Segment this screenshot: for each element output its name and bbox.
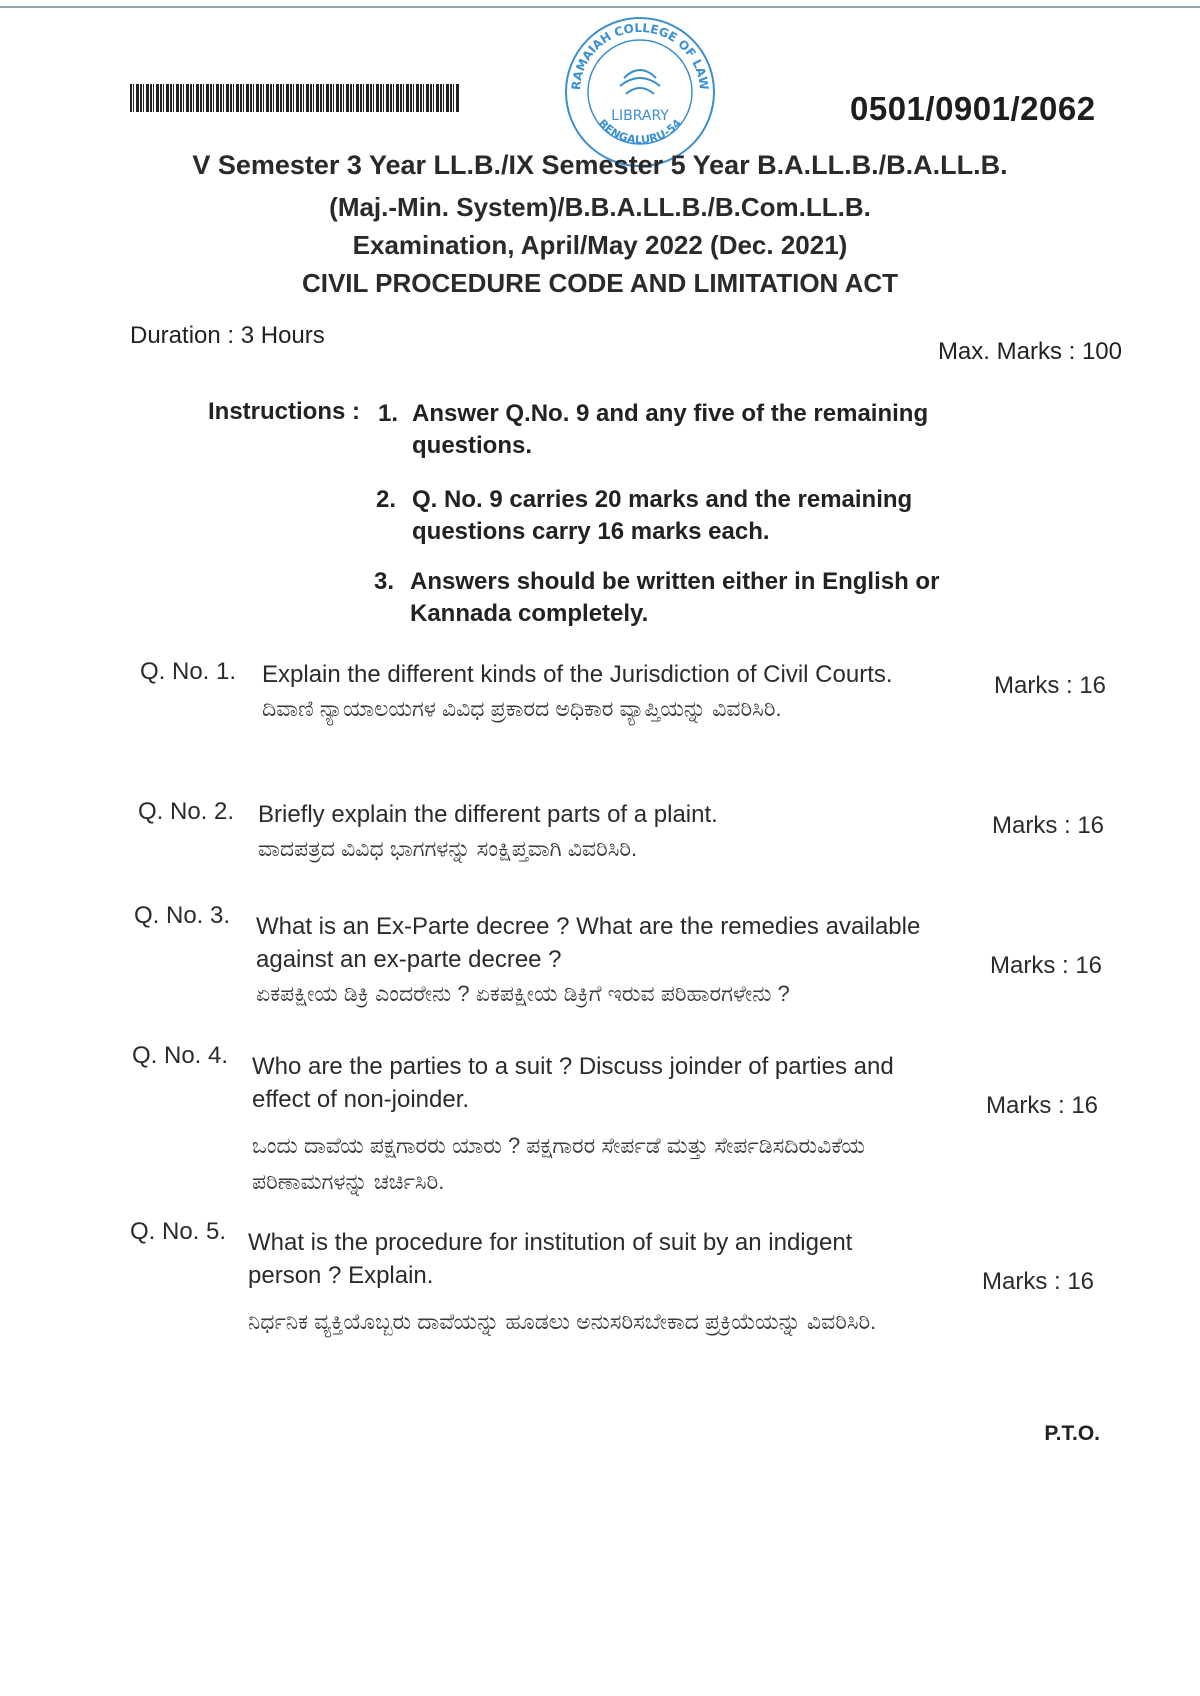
- question-number: Q. No. 5.: [130, 1218, 227, 1245]
- duration: Duration : 3 Hours: [130, 322, 325, 349]
- question-kannada: ದಿವಾಣಿ ನ್ಯಾಯಾಲಯಗಳ ವಿವಿಧ ಪ್ರಕಾರದ ಅಧಿಕಾರ ವ್ಯಾಪ್ತಿಯನ್ನು ವಿವರಿಸಿರಿ.: [262, 696, 782, 721]
- instruction-text: Q. No. 9 carries 20 marks and the remaining questions carry 16 marks each.: [412, 486, 913, 545]
- question-text: [262, 658, 962, 727]
- question-text: [248, 1226, 928, 1340]
- svg-text:LIBRARY: LIBRARY: [611, 108, 669, 124]
- question-english: Who are the parties to a suit ? Discuss joinder of parties and effect of non-joinder.: [252, 1053, 894, 1113]
- question-marks: Marks : 16: [982, 1268, 1095, 1295]
- question-kannada: ಏಕಪಕ್ಷೀಯ ಡಿಕ್ರಿ ಎಂದರೇನು ? ಏಕಪಕ್ಷೀಯ ಡಿಕ್ರಿಗೆ ಇರುವ ಪರಿಹಾರಗಳೇನು ?: [256, 981, 790, 1006]
- instruction-number: 3.: [374, 568, 395, 595]
- question-number: Q. No. 4.: [132, 1042, 229, 1069]
- question-text: [258, 798, 958, 867]
- instruction-item: [374, 566, 990, 630]
- svg-text:BENGALURU-54: BENGALURU-54: [595, 116, 685, 147]
- svg-text:RAMAIAH COLLEGE OF LAW: RAMAIAH COLLEGE OF LAW: [568, 20, 712, 91]
- question-number: Q. No. 3.: [134, 902, 231, 929]
- exam-header-line-2: (Maj.-Min. System)/B.B.A.LL.B./B.Com.LL.B.: [329, 192, 871, 222]
- question-english: Briefly explain the different parts of a plaint.: [258, 801, 718, 828]
- subject-title: CIVIL PROCEDURE CODE AND LIMITATION ACT: [301, 268, 899, 298]
- question-text: [256, 910, 976, 1012]
- instruction-item: [376, 484, 992, 548]
- question-english: What is the procedure for institution of suit by an indigent person ? Explain.: [248, 1229, 853, 1289]
- question-english: Explain the different kinds of the Jurisdiction of Civil Courts.: [262, 661, 893, 688]
- instruction-number: 2.: [376, 486, 397, 513]
- max-marks: Max. Marks : 100: [937, 338, 1122, 365]
- question-kannada: ನಿರ್ಧನಿಕ ವ್ಯಕ್ತಿಯೊಬ್ಬರು ದಾವೆಯನ್ನು ಹೂಡಲು ಅನುಸರಿಸಬೇಕಾದ ಪ್ರಕ್ರಿಯೆಯನ್ನು ವಿವರಿಸಿರಿ.: [248, 1309, 877, 1334]
- question-kannada: ಒಂದು ದಾವೆಯ ಪಕ್ಷಗಾರರು ಯಾರು ? ಪಕ್ಷಗಾರರ ಸೇರ್ಪಡೆ ಮತ್ತು ಸೇರ್ಪಡಿಸದಿರುವಿಕೆಯ ಪರಿಣಾಮಗಳನ್ನು ಚರ್ಚಿಸಿರಿ.: [252, 1133, 865, 1194]
- exam-header-line-3: Examination, April/May 2022 (Dec. 2021): [352, 230, 848, 260]
- instructions-label: Instructions :: [208, 398, 361, 425]
- question-kannada: ವಾದಪತ್ರದ ವಿವಿಧ ಭಾಗಗಳನ್ನು ಸಂಕ್ಷಿಪ್ತವಾಗಿ ವಿವರಿಸಿರಿ.: [258, 836, 638, 861]
- instruction-item: [378, 398, 992, 462]
- question-number: Q. No. 1.: [140, 658, 237, 685]
- please-turn-over: P.T.O.: [1044, 1422, 1100, 1445]
- question-number: Q. No. 2.: [138, 798, 235, 825]
- instruction-text: Answer Q.No. 9 and any five of the remaining questions.: [412, 400, 929, 459]
- question-text: [252, 1050, 952, 1200]
- paper-code: 0501/0901/2062: [850, 90, 1096, 127]
- instruction-number: 1.: [378, 400, 399, 427]
- top-rule: [0, 6, 1200, 8]
- question-marks: Marks : 16: [992, 812, 1105, 839]
- question-marks: Marks : 16: [994, 672, 1107, 699]
- question-english: What is an Ex-Parte decree ? What are the remedies available against an ex-parte decree ?: [256, 913, 921, 973]
- barcode-image: [130, 84, 460, 112]
- library-stamp-seal: [560, 12, 720, 172]
- exam-header-line-1: V Semester 3 Year LL.B./IX Semester 5 Year B.A.LL.B./B.A.LL.B.: [192, 150, 1008, 180]
- question-marks: Marks : 16: [986, 1092, 1099, 1119]
- instruction-text: Answers should be written either in English or Kannada completely.: [410, 568, 940, 627]
- question-marks: Marks : 16: [990, 952, 1103, 979]
